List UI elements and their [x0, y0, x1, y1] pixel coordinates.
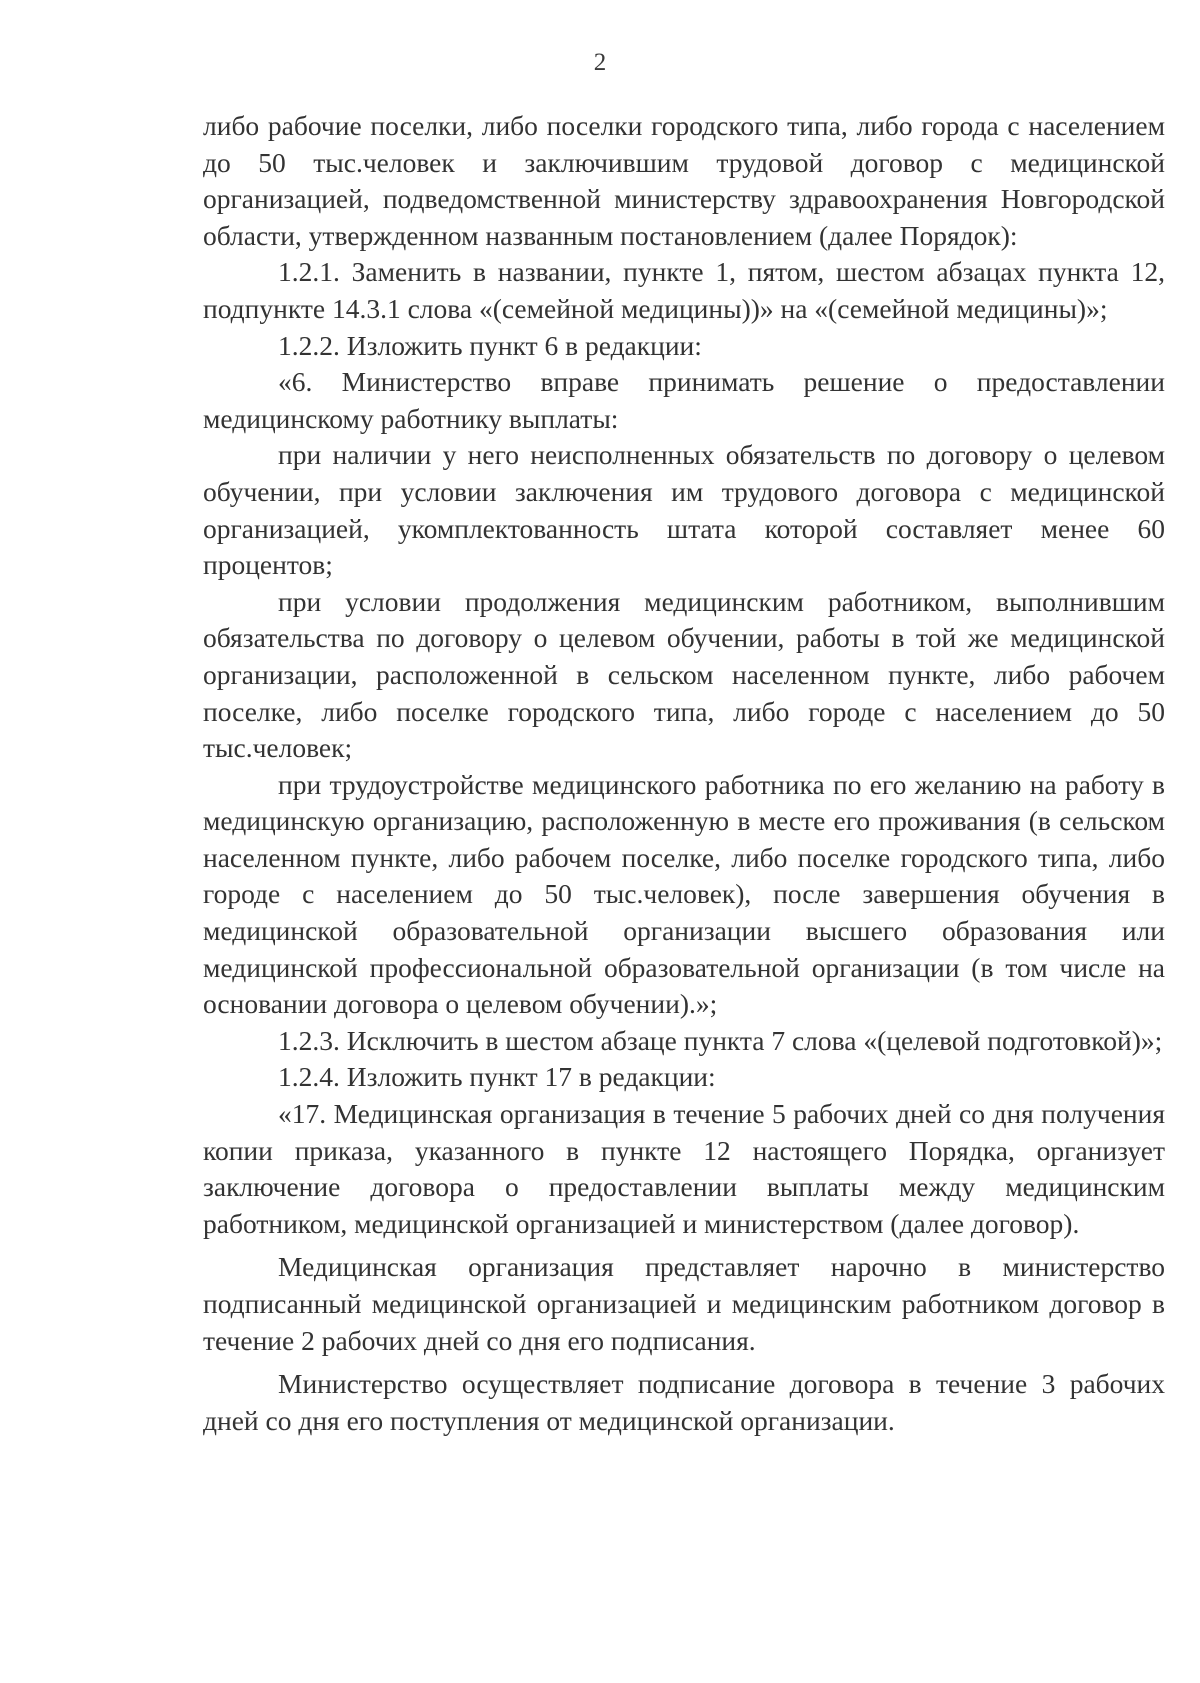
paragraph-condition-3: при трудоустройстве медицинского работника по его желанию на работу в медицинскую организацию, расположенную в месте его проживания (в сельском населенном пункте, либо рабочем поселке, либо поселке городского типа, либо городе с населением до 50 тыс.человек), после завершения обучения в медицинской образовательной организации высшего образования или медицинской профессиональной образовательной организации (в том числе на основании договора о целевом обучении).»;: [203, 768, 1165, 1020]
paragraph-item-1-2-1: 1.2.1. Заменить в названии, пункте 1, пятом, шестом абзацах пункта 12, подпункте 14.3.1 слова «(семейной медицины))» на «(семейной медицины)»;: [203, 256, 1165, 324]
paragraph-signing: Министерство осуществляет подписание договора в течение 3 рабочих дней со дня его поступления от медицинской организации.: [203, 1368, 1165, 1436]
paragraph-condition-1: при наличии у него неисполненных обязательств по договору о целевом обучении, при условии заключения им трудового договора с медицинской организацией, укомплектованность штата которой составляет менее 60 процентов;: [203, 439, 1165, 581]
page-number: 2: [593, 49, 607, 76]
paragraph-delivery: Медицинская организация представляет нарочно в министерство подписанный медицинской организацией и медицинским работником договор в течение 2 рабочих дней со дня его подписания.: [203, 1251, 1165, 1356]
paragraph-condition-2: при условии продолжения медицинским работником, выполнившим обязательства по договору о целевом обучении, работы в той же медицинской организации, расположенной в сельском населенном пункте, либо рабочем поселке, либо поселке городского типа, либо городе с населением до 50 тыс.человек;: [203, 585, 1165, 764]
paragraph-item-1-2-3: 1.2.3. Исключить в шестом абзаце пункта 7 слова «(целевой подготовкой)»;: [278, 1024, 1163, 1056]
document-body: [203, 108, 1165, 1439]
paragraph-continuation: либо рабочие поселки, либо поселки городского типа, либо города с населением до 50 тыс.человек и заключившим трудовой договор с медицинской организацией, подведомственной министерству здравоохранения Новгородской области, утвержденном названным постановлением (далее Порядок):: [203, 110, 1165, 251]
paragraph-item-1-2-2: 1.2.2. Изложить пункт 6 в редакции:: [278, 329, 702, 361]
paragraph-item-1-2-4: 1.2.4. Изложить пункт 17 в редакции:: [278, 1061, 716, 1093]
paragraph-quote-point-17: «17. Медицинская организация в течение 5 рабочих дней со дня получения копии приказа, указанного в пункте 12 настоящего Порядка, организует заключение договора о предоставлении выплаты между медицинским работником, медицинской организацией и министерством (далее договор).: [203, 1098, 1165, 1239]
paragraph-quote-point-6: «6. Министерство вправе принимать решение о предоставлении медицинскому работнику выплаты:: [203, 366, 1165, 434]
